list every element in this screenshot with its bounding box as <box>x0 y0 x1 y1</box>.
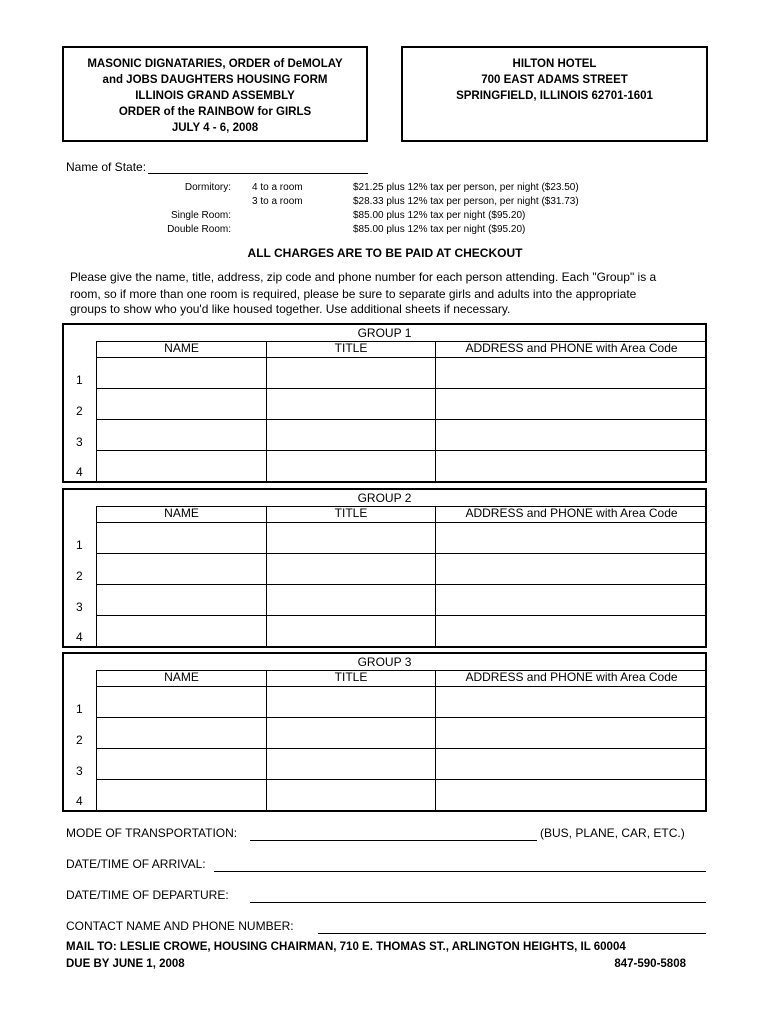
arrival-input-line[interactable] <box>214 871 706 872</box>
column-divider <box>96 670 97 810</box>
row-number: 2 <box>76 569 83 583</box>
row-divider <box>96 522 705 523</box>
row-number: 4 <box>76 465 83 479</box>
rate-type: Single Room: <box>170 210 231 221</box>
instructions-line: groups to show who you'd like housed together. Use additional sheets if necessary. <box>70 302 511 316</box>
departure-input-line[interactable] <box>250 902 706 903</box>
rate-occupancy: 4 to a room <box>252 182 303 193</box>
instructions-line: room, so if more than one room is required, please be sure to separate girls and adults into the appropriate <box>70 287 637 301</box>
event-dates: JULY 4 - 6, 2008 <box>171 122 259 134</box>
contact-phone: 847-590-5808 <box>614 958 686 970</box>
hotel-box <box>401 46 708 142</box>
event-title-line: MASONIC DIGNATARIES, ORDER of DeMOLAY <box>87 58 343 70</box>
rate-type: Double Room: <box>167 224 231 235</box>
arrival-label: DATE/TIME OF ARRIVAL: <box>66 857 206 871</box>
column-header-title: TITLE <box>334 506 368 520</box>
row-divider <box>96 357 705 358</box>
row-divider <box>96 584 705 585</box>
column-divider <box>435 506 436 646</box>
row-number: 1 <box>76 538 83 552</box>
departure-label: DATE/TIME OF DEPARTURE: <box>66 888 229 902</box>
event-title-box <box>62 46 368 142</box>
contact-label: CONTACT NAME AND PHONE NUMBER: <box>66 919 294 933</box>
instructions-line: Please give the name, title, address, zip code and phone number for each person attending. Each "Group" is a <box>70 270 657 284</box>
rate-price: $85.00 plus 12% tax per night ($95.20) <box>353 210 526 221</box>
event-title-line: and JOBS DAUGHTERS HOUSING FORM <box>102 74 328 86</box>
event-title-line: ILLINOIS GRAND ASSEMBLY <box>135 90 295 102</box>
row-divider <box>96 450 705 451</box>
row-divider <box>96 717 705 718</box>
column-divider <box>435 341 436 481</box>
column-header-title: TITLE <box>334 670 368 684</box>
state-input-line[interactable] <box>148 173 368 174</box>
row-divider <box>96 388 705 389</box>
row-number: 3 <box>76 435 83 449</box>
column-divider <box>266 670 267 810</box>
column-header-name: NAME <box>164 506 199 520</box>
row-number: 2 <box>76 404 83 418</box>
group-title: GROUP 2 <box>357 491 412 505</box>
column-header-address: ADDRESS and PHONE with Area Code <box>465 341 678 355</box>
row-divider <box>96 670 705 671</box>
rate-price: $85.00 plus 12% tax per night ($95.20) <box>353 224 526 235</box>
charges-notice: ALL CHARGES ARE TO BE PAID AT CHECKOUT <box>247 246 523 260</box>
row-divider <box>96 686 705 687</box>
column-divider <box>266 341 267 481</box>
contact-input-line[interactable] <box>318 933 706 934</box>
group-title: GROUP 3 <box>357 655 412 669</box>
row-divider <box>96 779 705 780</box>
column-header-title: TITLE <box>334 341 368 355</box>
row-number: 3 <box>76 600 83 614</box>
group-title: GROUP 1 <box>357 326 412 340</box>
rate-type: Dormitory: <box>184 182 231 193</box>
row-number: 1 <box>76 702 83 716</box>
rate-price: $21.25 plus 12% tax per person, per night ($23.50) <box>353 182 579 193</box>
group-1-table <box>62 323 707 483</box>
rate-occupancy: 3 to a room <box>252 196 303 207</box>
row-divider <box>96 553 705 554</box>
row-divider <box>96 419 705 420</box>
hotel-name: HILTON HOTEL <box>512 58 597 70</box>
event-title-line: ORDER of the RAINBOW for GIRLS <box>118 106 312 118</box>
hotel-city: SPRINGFIELD, ILLINOIS 62701-1601 <box>456 90 653 102</box>
column-divider <box>96 341 97 481</box>
transport-hint: (BUS, PLANE, CAR, ETC.) <box>540 826 685 840</box>
rate-price: $28.33 plus 12% tax per person, per night ($31.73) <box>353 196 579 207</box>
column-header-address: ADDRESS and PHONE with Area Code <box>465 670 678 684</box>
column-header-address: ADDRESS and PHONE with Area Code <box>465 506 678 520</box>
row-number: 4 <box>76 630 83 644</box>
group-2-table <box>62 488 707 648</box>
row-divider <box>96 748 705 749</box>
row-divider <box>96 615 705 616</box>
row-number: 2 <box>76 733 83 747</box>
mail-to: MAIL TO: LESLIE CROWE, HOUSING CHAIRMAN, 710 E. THOMAS ST., ARLINGTON HEIGHTS, IL 60004 <box>66 941 626 953</box>
group-3-table <box>62 652 707 812</box>
transport-input-line[interactable] <box>250 840 537 841</box>
column-header-name: NAME <box>164 341 199 355</box>
state-label: Name of State: <box>66 160 147 174</box>
row-number: 1 <box>76 373 83 387</box>
column-divider <box>266 506 267 646</box>
hotel-street: 700 EAST ADAMS STREET <box>481 74 628 86</box>
row-number: 4 <box>76 794 83 808</box>
column-divider <box>96 506 97 646</box>
transport-label: MODE OF TRANSPORTATION: <box>66 826 238 840</box>
column-header-name: NAME <box>164 670 199 684</box>
row-number: 3 <box>76 764 83 778</box>
due-date: DUE BY JUNE 1, 2008 <box>66 958 185 970</box>
row-divider <box>96 341 705 342</box>
column-divider <box>435 670 436 810</box>
row-divider <box>96 506 705 507</box>
